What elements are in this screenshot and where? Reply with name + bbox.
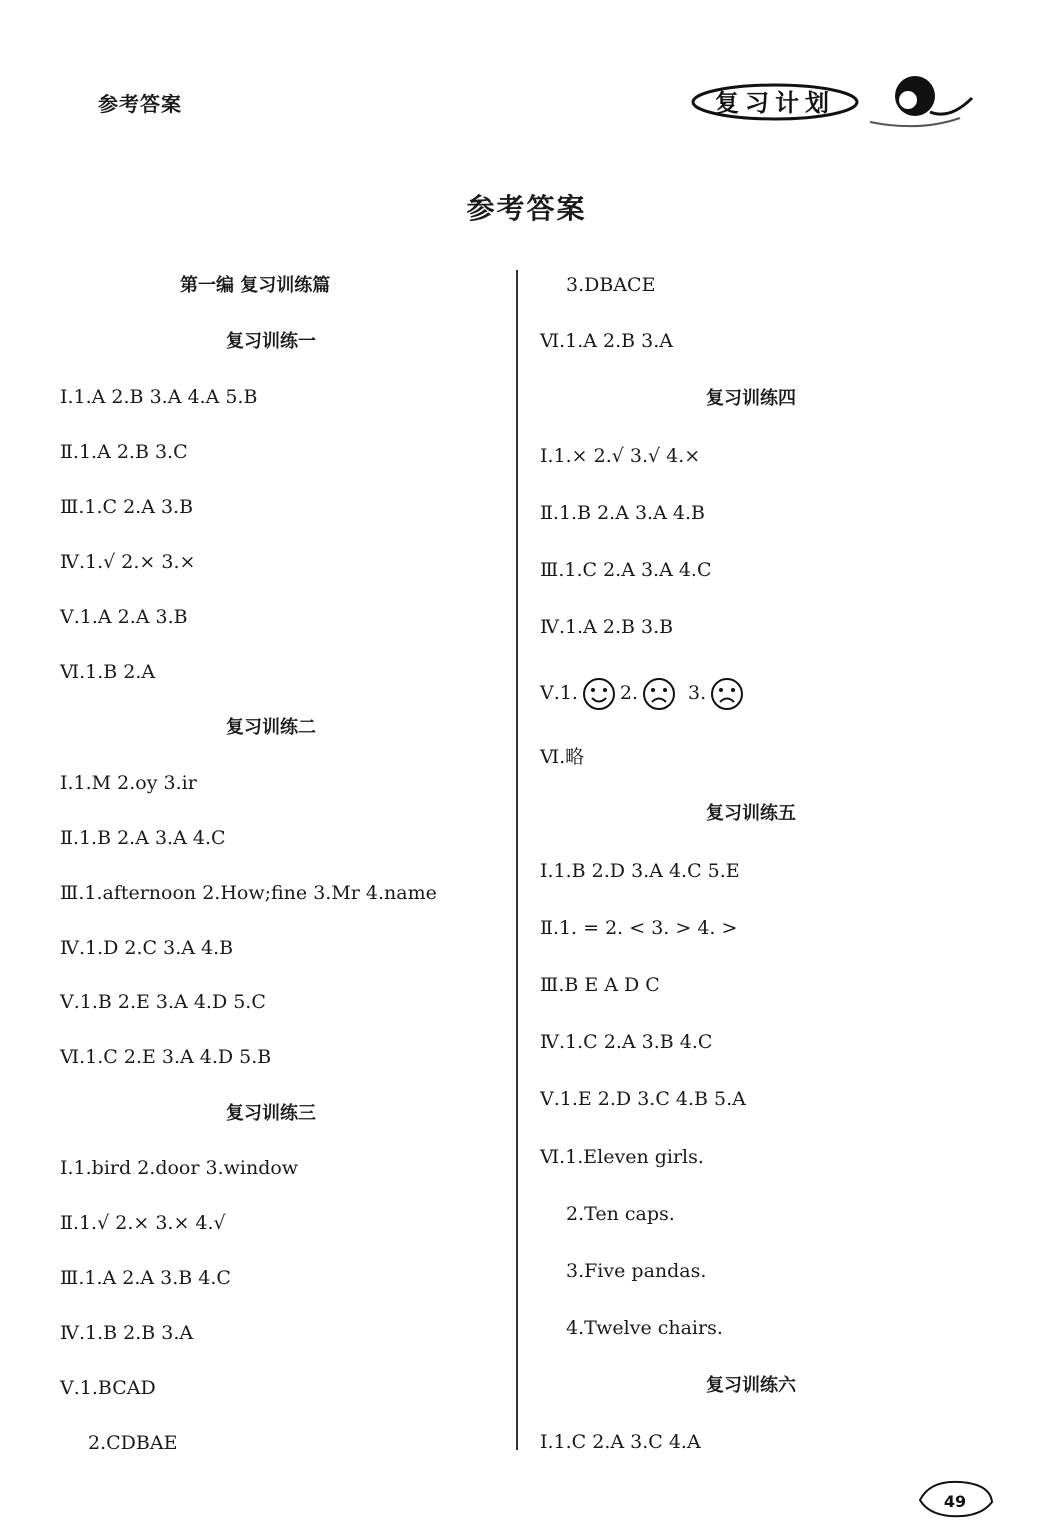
answer-line: Ⅰ.1.× 2.√ 3.√ 4.×	[540, 445, 701, 467]
book-logo-icon	[690, 70, 980, 130]
face-line-prefix: Ⅴ.1.	[540, 682, 578, 704]
answer-line: Ⅱ.1. = 2. < 3. > 4. >	[540, 917, 738, 939]
answer-line: Ⅲ.1.C 2.A 3.B	[60, 496, 194, 518]
answer-line: Ⅱ.1.A 2.B 3.C	[60, 441, 188, 463]
answer-line: Ⅳ.1.√ 2.× 3.×	[60, 551, 196, 573]
answer-line: 2.Ten caps.	[566, 1203, 675, 1225]
answer-line: Ⅵ.1.B 2.A	[60, 661, 156, 683]
logo-text: 复习计划	[715, 89, 835, 117]
answer-line: Ⅳ.1.A 2.B 3.B	[540, 616, 674, 638]
answer-line: Ⅲ.B E A D C	[540, 974, 660, 996]
section-title: 复习训练三	[226, 1103, 316, 1124]
answer-line: Ⅲ.1.A 2.A 3.B 4.C	[60, 1267, 231, 1289]
section-title: 复习训练二	[226, 717, 316, 738]
answer-line: Ⅳ.1.C 2.A 3.B 4.C	[540, 1031, 713, 1053]
face-line-n3: 3.	[688, 682, 707, 704]
answer-line: Ⅵ.1.Eleven girls.	[540, 1146, 704, 1168]
page-title: 参考答案	[466, 192, 587, 225]
answer-line: Ⅲ.1.afternoon 2.How;fine 3.Mr 4.name	[60, 882, 437, 904]
answer-line: Ⅳ.1.D 2.C 3.A 4.B	[60, 937, 234, 959]
answer-line: Ⅱ.1.B 2.A 3.A 4.C	[60, 827, 226, 849]
answer-line: Ⅰ.1.B 2.D 3.A 4.C 5.E	[540, 860, 740, 882]
answer-line: Ⅴ.1.E 2.D 3.C 4.B 5.A	[540, 1088, 746, 1110]
smile-face-icon	[582, 677, 616, 711]
answer-line: Ⅰ.1.C 2.A 3.C 4.A	[540, 1431, 701, 1453]
answer-line: Ⅲ.1.C 2.A 3.A 4.C	[540, 559, 712, 581]
answer-line: Ⅳ.1.B 2.B 3.A	[60, 1322, 194, 1344]
sad-face-icon	[710, 677, 744, 711]
section-title: 复习训练一	[226, 331, 316, 352]
column-divider	[516, 270, 518, 1450]
page-number-badge	[900, 1410, 1050, 1535]
answer-line: Ⅴ.1.A 2.A 3.B	[60, 606, 188, 628]
section-title: 复习训练四	[706, 388, 796, 409]
face-line-n2: 2.	[619, 682, 639, 704]
face-answer-line	[540, 677, 748, 711]
section-title: 复习训练六	[706, 1375, 796, 1396]
answer-line: Ⅴ.1.B 2.E 3.A 4.D 5.C	[60, 991, 266, 1013]
part-title: 第一编 复习训练篇	[180, 275, 331, 296]
section-title: 复习训练五	[706, 803, 796, 824]
answer-line: Ⅵ.1.C 2.E 3.A 4.D 5.B	[60, 1046, 272, 1068]
sad-face-icon	[642, 677, 676, 711]
answer-line: Ⅱ.1.√ 2.× 3.× 4.√	[60, 1212, 226, 1234]
answer-line: 4.Twelve chairs.	[566, 1317, 723, 1339]
answer-line: Ⅵ.略	[540, 746, 585, 768]
answer-line: Ⅰ.1.M 2.oy 3.ir	[60, 772, 197, 794]
answer-line: Ⅴ.1.BCAD	[60, 1377, 156, 1399]
page-number: 49	[943, 1492, 967, 1511]
answer-line: 2.CDBAE	[88, 1432, 178, 1454]
answer-line: Ⅵ.1.A 2.B 3.A	[540, 330, 674, 352]
answer-line: 3.DBACE	[566, 274, 656, 296]
answer-line: Ⅰ.1.bird 2.door 3.window	[60, 1157, 299, 1179]
header-left-label: 参考答案	[98, 92, 182, 116]
answer-line: Ⅱ.1.B 2.A 3.A 4.B	[540, 502, 705, 524]
answer-line: Ⅰ.1.A 2.B 3.A 4.A 5.B	[60, 386, 258, 408]
answer-line: 3.Five pandas.	[566, 1260, 707, 1282]
